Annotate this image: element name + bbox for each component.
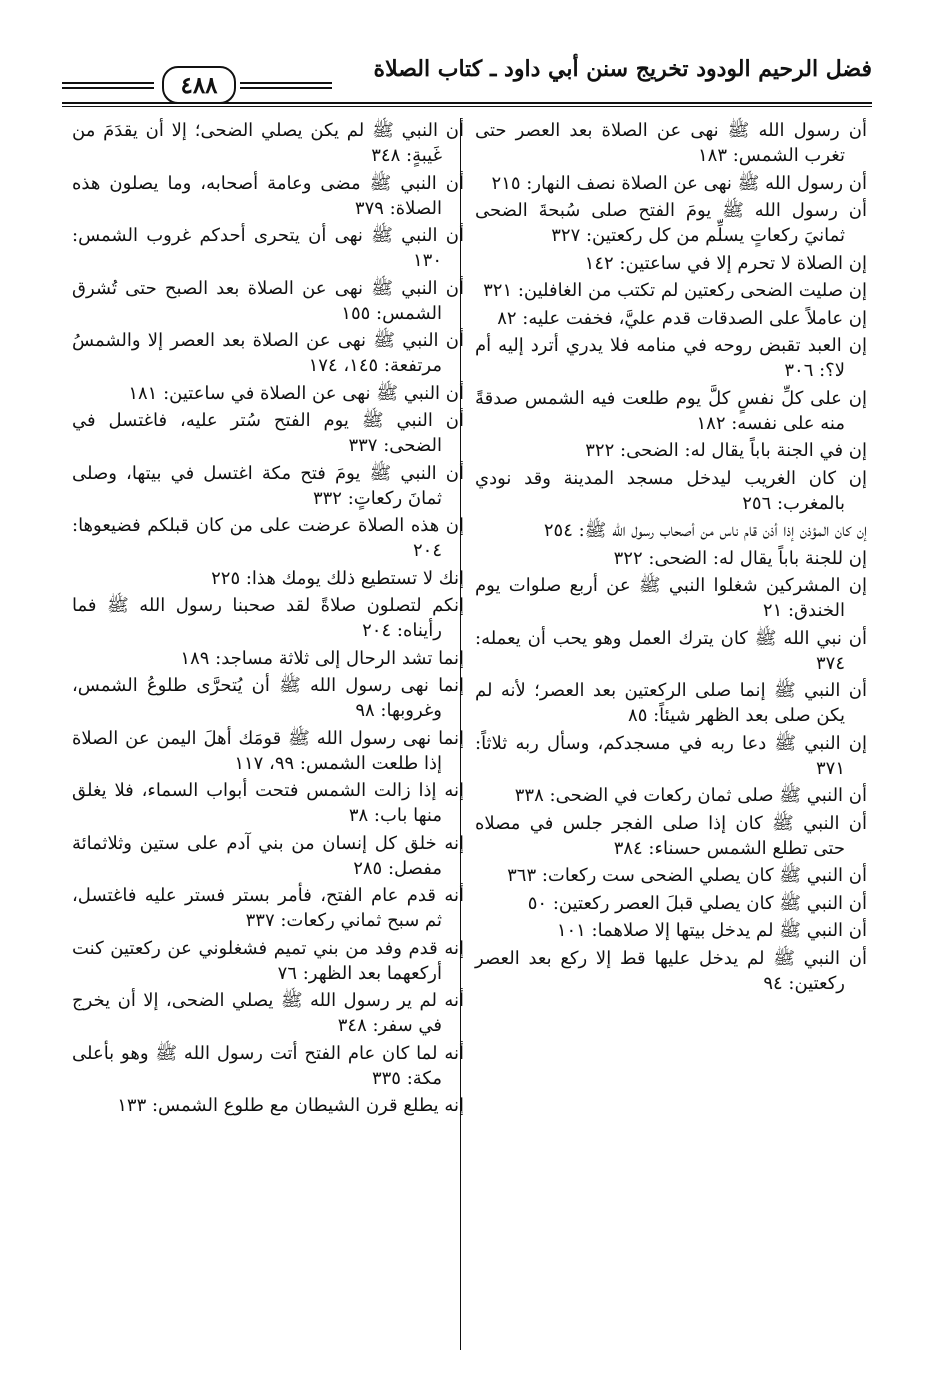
index-entry: أن النبي ﷺ نهى عن الصلاة بعد الصبح حتى تُشرق الشمس: ١٥٥ bbox=[72, 277, 464, 324]
index-entry: إن النبي ﷺ دعا ربه في مسجدكم، وسأل ربه ثلاثاً: ٣٧١ bbox=[475, 732, 867, 779]
index-entry: أن رسول الله ﷺ نهى عن الصلاة نصف النهار: ٢١٥ bbox=[491, 172, 867, 194]
index-entry: أن نبي الله ﷺ كان يترك العمل وهو يحب أن يعمله: ٣٧٤ bbox=[475, 627, 867, 674]
index-column-left bbox=[72, 118, 464, 1121]
index-entry: إن الصلاة لا تحرم إلا في ساعتين: ١٤٢ bbox=[584, 252, 867, 274]
index-column-right bbox=[475, 118, 867, 998]
index-entry: إن كان الغريب ليدخل مسجد المدينة وقد نودي بالمغرب: ٢٥٦ bbox=[475, 467, 867, 514]
index-entry: أن النبي ﷺ إنما صلى الركعتين بعد العصر؛ لأنه لم يكن صلى بعد الظهر شيئاً: ٨٥ bbox=[475, 680, 867, 726]
index-entry: إن هذه الصلاة عرضت على من كان قبلكم فضيعوها: ٢٠٤ bbox=[72, 515, 464, 561]
index-entry: إن على كلِّ نفسٍ كلَّ يوم طلعت فيه الشمس صدقةً منه على نفسه: ١٨٢ bbox=[475, 387, 867, 434]
running-title: فضل الرحيم الودود تخريج سنن أبي داود ـ كتاب الصلاة bbox=[373, 56, 872, 82]
index-entry: أن النبي ﷺ لم يكن يصلي الضحى؛ إلا أن يقدَمَ من غَيبةٍ: ٣٤٨ bbox=[72, 120, 464, 166]
index-entry: إنما تشد الرحال إلى ثلاثة مساجد: ١٨٩ bbox=[180, 647, 464, 669]
index-entry: إنه خلق كل إنسان من بني آدم على ستين وثلاثمائة مفصل: ٢٨٥ bbox=[72, 832, 464, 879]
page-header bbox=[62, 52, 872, 102]
ornament-line bbox=[62, 82, 154, 84]
index-entry: إنه قدم وفد من بني تميم فشغلوني عن ركعتين كنت أركعهما بعد الظهر: ٧٦ bbox=[72, 937, 464, 984]
index-entry: أن النبي ﷺ نهى عن الصلاة بعد العصر إلا والشمسُ مرتفعة: ١٤٥، ١٧٤ bbox=[72, 330, 464, 376]
index-entry: إنكم لتصلون صلاةً لقد صحبنا رسول الله ﷺ فما رأيناه: ٢٠٤ bbox=[72, 595, 464, 641]
index-entry: أن النبي ﷺ يوم الفتح سُتر عليه، فاغتسل في الضحى: ٣٣٧ bbox=[72, 410, 464, 456]
header-rule bbox=[62, 102, 872, 104]
index-entry: إن المشركين شغلوا النبي ﷺ عن أربع صلوات يوم الخندق: ٢١ bbox=[475, 575, 867, 621]
ornament-line bbox=[240, 82, 332, 84]
index-entry: أنه لم ير رسول الله ﷺ يصلي الضحى، إلا أن يخرج في سفر: ٣٤٨ bbox=[72, 990, 464, 1036]
index-entry: أن النبي ﷺ نهى أن يتحرى أحدكم غروب الشمس: ١٣٠ bbox=[72, 225, 464, 271]
index-entry: إنك لا تستطيع ذلك يومك هذا: ٢٢٥ bbox=[211, 567, 464, 589]
index-entry: أن النبي ﷺ كان إذا صلى الفجر جلس في مصلاه حتى تطلع الشمس حسناء: ٣٨٤ bbox=[475, 812, 867, 859]
index-entry: إن كان المؤذن إذا أذن قام ناس من أصحاب رسول الله ﷺ: ٢٥٤ bbox=[543, 520, 867, 541]
index-entry: إنه يطلع قرن الشيطان مع طلوع الشمس: ١٣٣ bbox=[117, 1095, 464, 1116]
ornament-line bbox=[240, 87, 332, 89]
index-entry: إن في الجنة باباً يقال له: الضحى: ٣٢٢ bbox=[585, 440, 867, 461]
index-entry: أن رسول الله ﷺ نهى عن الصلاة بعد العصر حتى تغرب الشمس: ١٨٣ bbox=[475, 120, 867, 166]
index-entry: إنه إذا زالت الشمس فتحت أبواب السماء، فلا يغلق منها باب: ٣٨ bbox=[72, 780, 464, 826]
header-rule-thin bbox=[62, 106, 872, 107]
index-entry: إنما نهى رسول الله ﷺ قومَك أهلَ اليمن عن الصلاة إذا طلعت الشمس: ٩٩، ١١٧ bbox=[72, 727, 464, 774]
index-entry: أن النبي ﷺ لم يدخل عليها قط إلا ركع بعد العصر ركعتين: ٩٤ bbox=[475, 947, 867, 994]
index-entry: أن النبي ﷺ مضى وعامة أصحابه، وما يصلون هذه الصلاة: ٣٧٩ bbox=[72, 172, 464, 219]
index-entry: أنه قدم عام الفتح، فأمر بستر فستر عليه فاغتسل، ثم سبح ثماني ركعات: ٣٣٧ bbox=[72, 885, 464, 931]
page-number-ornament bbox=[62, 66, 332, 102]
index-entry: إن عاملاً على الصدقات قدم عليَّ، فخفت عليه: ٨٢ bbox=[497, 307, 867, 329]
index-entry: إن للجنة باباً يقال له: الضحى: ٣٢٢ bbox=[613, 547, 867, 569]
index-entry: أنه لما كان عام الفتح أتت رسول الله ﷺ وهو بأعلى مكة: ٣٣٥ bbox=[72, 1042, 464, 1089]
index-entry: إن صليت الضحى ركعتين لم تكتب من الغافلين: ٣٢١ bbox=[483, 280, 867, 301]
index-entry: إن العبد تقبض روحه في منامه فلا يدري أترد إليه أم لا؟: ٣٠٦ bbox=[475, 335, 867, 381]
index-entry: أن النبي ﷺ نهى عن الصلاة في ساعتين: ١٨١ bbox=[128, 382, 464, 404]
ornament-line bbox=[62, 87, 154, 89]
index-entry: أن رسول الله ﷺ يومَ الفتح صلى سُبحةَ الضحى ثمانيَ ركعاتٍ يسلِّم من كل ركعتين: ٣٢٧ bbox=[475, 200, 867, 246]
index-entry: إنما نهى رسول الله ﷺ أن يُتحرَّى طلوعُ الشمس، وغروبها: ٩٨ bbox=[72, 675, 464, 721]
index-entry: أن النبي ﷺ صلى ثمان ركعات في الضحى: ٣٣٨ bbox=[514, 785, 867, 806]
index-entry: أن النبي ﷺ يومَ فتح مكة اغتسل في بيتها، وصلى ثمانَ ركعاتٍ: ٣٣٢ bbox=[72, 462, 464, 509]
index-entry: أن النبي ﷺ كان يصلي قبلَ العصر ركعتين: ٥٠ bbox=[527, 892, 867, 914]
index-entry: أن النبي ﷺ كان يصلي الضحى ست ركعات: ٣٦٣ bbox=[507, 865, 867, 886]
index-entry: أن النبي ﷺ لم يدخل بيتها إلا صلاهما: ١٠١ bbox=[556, 920, 867, 941]
page-number: ٤٨٨ bbox=[162, 66, 236, 104]
